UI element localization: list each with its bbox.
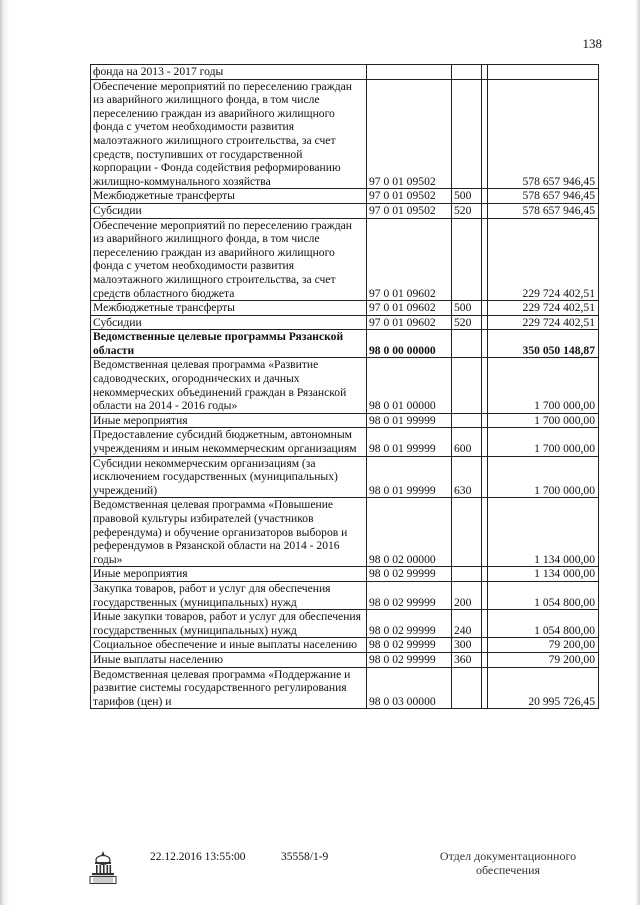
row-sum-cell — [488, 65, 599, 80]
registration-date: 22.12.2016 13:55:00 — [150, 851, 246, 863]
row-code-cell: 98 0 02 99999 — [367, 652, 452, 667]
row-expense-type-cell — [452, 330, 482, 358]
row-expense-type-cell: 200 — [452, 581, 482, 609]
table-row — [91, 498, 599, 567]
row-code-cell: 97 0 01 09502 — [367, 203, 452, 218]
table-row — [91, 218, 599, 301]
row-expense-type-cell — [452, 358, 482, 413]
row-expense-type-cell: 630 — [452, 456, 482, 498]
row-code-cell: 98 0 02 99999 — [367, 610, 452, 638]
row-sum-cell: 1 134 000,00 — [488, 567, 599, 582]
row-code-cell: 98 0 01 99999 — [367, 428, 452, 456]
row-name-cell: Предоставление субсидий бюджетным, автономным учреждениям и иным некоммерческим организациям — [91, 428, 367, 456]
row-sum-cell: 1 700 000,00 — [488, 358, 599, 413]
row-name-cell: Иные закупки товаров, работ и услуг для обеспечения государственных (муниципальных) нужд — [91, 610, 367, 638]
row-sum-cell: 578 657 946,45 — [488, 189, 599, 204]
row-code-cell: 98 0 01 00000 — [367, 358, 452, 413]
row-expense-type-cell — [452, 79, 482, 189]
row-sum-cell: 578 657 946,45 — [488, 79, 599, 189]
row-code-cell: 97 0 01 09602 — [367, 315, 452, 330]
department-stamp — [428, 849, 588, 877]
row-sum-cell: 1 054 800,00 — [488, 581, 599, 609]
row-code-cell: 98 0 02 00000 — [367, 498, 452, 567]
row-code-cell: 98 0 03 00000 — [367, 667, 452, 709]
row-code-cell: 98 0 02 99999 — [367, 638, 452, 653]
table-row — [91, 203, 599, 218]
row-sum-cell: 350 050 148,87 — [488, 330, 599, 358]
row-name-cell: Субсидии некоммерческим организациям (за исключением государственных (муниципальных) учреждений) — [91, 456, 367, 498]
row-code-cell: 98 0 00 00000 — [367, 330, 452, 358]
row-name-cell: Межбюджетные трансферты — [91, 189, 367, 204]
row-code-cell — [367, 65, 452, 80]
row-name-cell: фонда на 2013 - 2017 годы — [91, 65, 367, 80]
registration-number: 35558/1-9 — [281, 851, 329, 863]
row-sum-cell: 229 724 402,51 — [488, 301, 599, 316]
row-name-cell: Межбюджетные трансферты — [91, 301, 367, 316]
table-row — [91, 456, 599, 498]
row-expense-type-cell: 500 — [452, 189, 482, 204]
scan-right-edge — [634, 0, 640, 905]
row-sum-cell: 1 054 800,00 — [488, 610, 599, 638]
row-expense-type-cell — [452, 498, 482, 567]
row-name-cell: Иные мероприятия — [91, 567, 367, 582]
row-sum-cell: 1 700 000,00 — [488, 456, 599, 498]
row-expense-type-cell: 500 — [452, 301, 482, 316]
budget-table-body — [91, 65, 599, 709]
row-expense-type-cell: 360 — [452, 652, 482, 667]
row-expense-type-cell: 520 — [452, 203, 482, 218]
page-footer — [0, 845, 640, 905]
row-expense-type-cell — [452, 567, 482, 582]
row-sum-cell: 229 724 402,51 — [488, 218, 599, 301]
row-sum-cell: 229 724 402,51 — [488, 315, 599, 330]
table-row — [91, 65, 599, 80]
department-stamp-line-1: Отдел документационного — [439, 849, 577, 863]
row-name-cell: Ведомственные целевые программы Рязанской области — [91, 330, 367, 358]
row-expense-type-cell: 240 — [452, 610, 482, 638]
row-sum-cell: 1 134 000,00 — [488, 498, 599, 567]
row-name-cell: Субсидии — [91, 315, 367, 330]
row-code-cell: 98 0 02 99999 — [367, 581, 452, 609]
row-code-cell: 98 0 01 99999 — [367, 456, 452, 498]
table-row — [91, 301, 599, 316]
row-sum-cell: 79 200,00 — [488, 652, 599, 667]
row-sum-cell: 1 700 000,00 — [488, 413, 599, 428]
table-row — [91, 638, 599, 653]
row-code-cell: 97 0 01 09502 — [367, 79, 452, 189]
table-row — [91, 610, 599, 638]
table-row — [91, 581, 599, 609]
table-row — [91, 413, 599, 428]
row-name-cell: Обеспечение мероприятий по переселению граждан из аварийного жилищного фонда, в том числе переселению граждан из аварийного жилищного фонда с учетом необходимости развития малоэтажного жилищного строительства, за счет средств, поступивших от государственной корпорации - Фонда содействия реформированию жилищно-коммунального хозяйства — [91, 79, 367, 189]
table-row — [91, 567, 599, 582]
row-expense-type-cell — [452, 667, 482, 709]
row-name-cell: Закупка товаров, работ и услуг для обеспечения государственных (муниципальных) нужд — [91, 581, 367, 609]
row-name-cell: Обеспечение мероприятий по переселению граждан из аварийного жилищного фонда, в том числе переселению граждан из аварийного жилищного фонда с учетом необходимости развития малоэтажного жилищного строительства, за счет средств областного бюджета — [91, 218, 367, 301]
row-expense-type-cell: 300 — [452, 638, 482, 653]
row-code-cell: 97 0 01 09602 — [367, 301, 452, 316]
row-name-cell: Ведомственная целевая программа «Повышение правовой культуры избирателей (участников референдума) и обучение организаторов выборов и референдумов в Рязанской области на 2014 - 2016 годы» — [91, 498, 367, 567]
row-name-cell: Социальное обеспечение и иные выплаты населению — [91, 638, 367, 653]
row-sum-cell: 578 657 946,45 — [488, 203, 599, 218]
row-code-cell: 97 0 01 09602 — [367, 218, 452, 301]
row-expense-type-cell — [452, 218, 482, 301]
table-row — [91, 428, 599, 456]
table-row — [91, 652, 599, 667]
duma-emblem-icon — [86, 847, 120, 887]
table-row — [91, 330, 599, 358]
row-name-cell: Ведомственная целевая программа «Развитие садоводческих, огороднических и дачных некоммерческих объединений граждан в Рязанской области на 2014 - 2016 годы» — [91, 358, 367, 413]
page-number: 138 — [582, 36, 602, 51]
table-row — [91, 189, 599, 204]
row-name-cell: Ведомственная целевая программа «Поддержание и развитие системы государственного регулирования тарифов (цен) и — [91, 667, 367, 709]
scan-left-edge — [0, 0, 10, 905]
department-stamp-line-2: обеспечения — [475, 863, 541, 877]
row-expense-type-cell: 600 — [452, 428, 482, 456]
row-name-cell: Иные мероприятия — [91, 413, 367, 428]
row-expense-type-cell — [452, 413, 482, 428]
table-row — [91, 79, 599, 189]
row-code-cell: 98 0 02 99999 — [367, 567, 452, 582]
table-row — [91, 667, 599, 709]
row-sum-cell: 1 700 000,00 — [488, 428, 599, 456]
row-expense-type-cell — [452, 65, 482, 80]
row-code-cell: 97 0 01 09502 — [367, 189, 452, 204]
row-name-cell: Субсидии — [91, 203, 367, 218]
table-row — [91, 358, 599, 413]
row-expense-type-cell: 520 — [452, 315, 482, 330]
budget-table — [90, 64, 599, 709]
table-row — [91, 315, 599, 330]
row-sum-cell: 79 200,00 — [488, 638, 599, 653]
row-name-cell: Иные выплаты населению — [91, 652, 367, 667]
row-sum-cell: 20 995 726,45 — [488, 667, 599, 709]
row-code-cell: 98 0 01 99999 — [367, 413, 452, 428]
